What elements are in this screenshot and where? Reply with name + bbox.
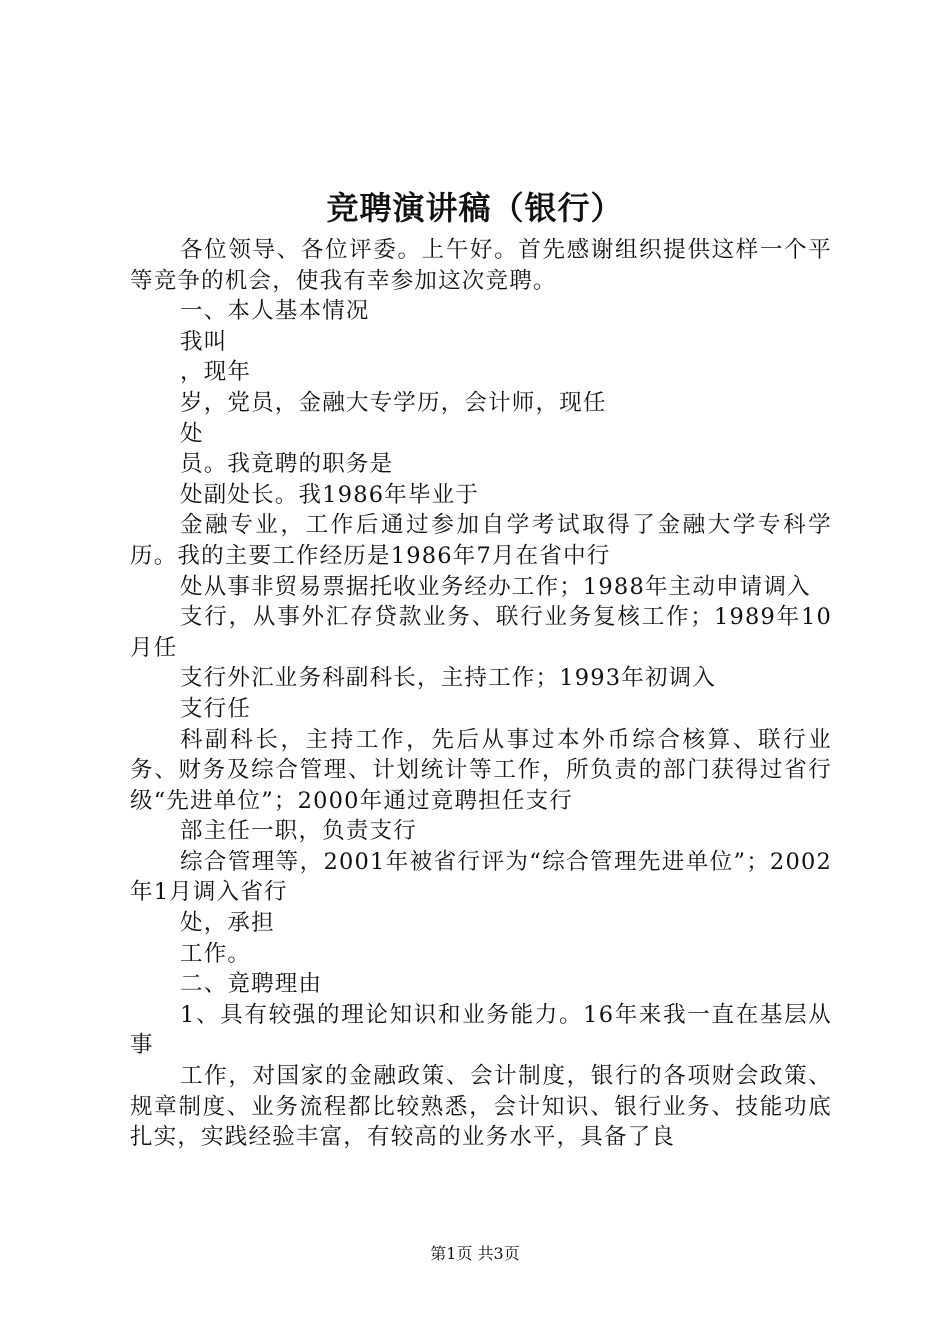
paragraph: 工作，对国家的金融政策、会计制度，银行的各项财会政策、规章制度、业务流程都比较熟悉，会计知识、银行业务、技能功底扎实，实践经验丰富，有较高的业务水平，具备了良	[130, 1063, 832, 1151]
paragraph: 各位领导、各位评委。上午好。首先感谢组织提供这样一个平等竞争的机会，使我有幸参加这次竞聘。	[130, 237, 832, 294]
paragraph: 处，承担	[180, 910, 275, 937]
paragraph: 岁，党员，金融大专学历，会计师，现任	[180, 389, 607, 416]
paragraph: 处	[180, 420, 204, 447]
paragraph: 工作。	[180, 940, 252, 967]
paragraph: 部主任一职，负责支行	[180, 818, 418, 845]
paragraph: 科副科长，主持工作，先后从事过本外币综合核算、联行业务、财务及综合管理、计划统计等工作，所负责的部门获得过省行级“先进单位”；2000年通过竟聘担任支行	[130, 726, 832, 814]
paragraph: 综合管理等，2001年被省行评为“综合管理先进单位”；2002年1月调入省行	[130, 848, 832, 906]
paragraph: 处从事非贸易票据托收业务经办工作；1988年主动申请调入	[180, 573, 811, 600]
paragraph: ，现年	[180, 359, 252, 386]
paragraph: 金融专业，工作后通过参加自学考试取得了金融大学专科学历。我的主要工作经历是1986年7月在省中行	[130, 512, 832, 569]
paragraph: 处副处长。我1986年毕业于	[180, 481, 480, 508]
page-number-footer: 第1页 共3页	[430, 1244, 520, 1263]
paragraph: 我叫	[180, 328, 228, 355]
paragraph: 一、本人基本情况	[180, 298, 370, 325]
paragraph: 支行任	[180, 695, 252, 722]
document-title: 竞聘演讲稿（银行）	[326, 189, 624, 227]
paragraph: 员。我竟聘的职务是	[180, 451, 394, 478]
document-body	[130, 235, 832, 1153]
paragraph: 支行，从事外汇存贷款业务、联行业务复核工作；1989年10月任	[130, 604, 832, 661]
paragraph: 支行外汇业务科副科长，主持工作；1993年初调入	[180, 665, 717, 692]
paragraph: 二、竟聘理由	[180, 971, 323, 998]
paragraph: 1、具有较强的理论知识和业务能力。16年来我一直在基层从事	[130, 1001, 832, 1059]
